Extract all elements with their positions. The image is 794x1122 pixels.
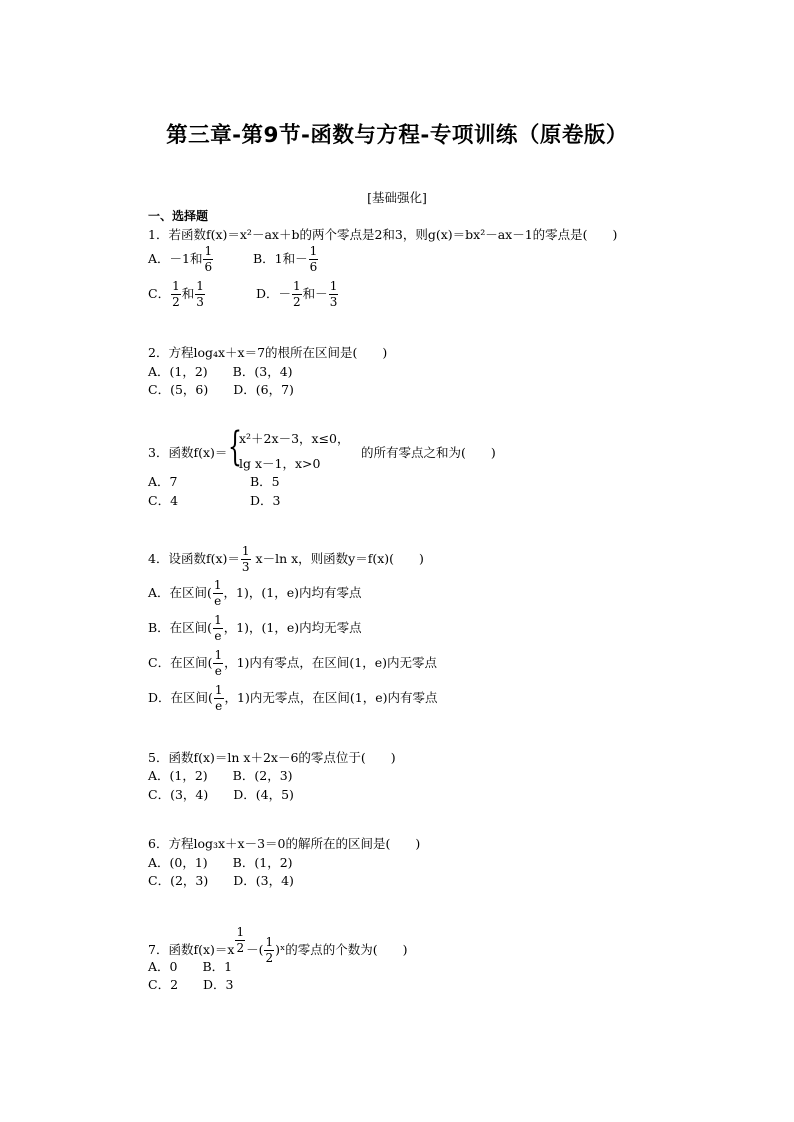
question-4-option-b: B．在区间( $\frac{1}{e}$ ，1)，(1，e)内均无零点 (148, 613, 362, 643)
question-3-prefix: 3．函数f(x)＝ (148, 445, 228, 460)
question-4-stem: 4．设函数f(x)＝ $\frac{1}{3}$ x－ln x，则函数y＝f(x)( ) (148, 544, 424, 574)
question-6-options-row2: C．(2，3) D．(3，4) (148, 873, 294, 888)
question-2-stem: 2．方程log₄x＋x＝7的根所在区间是( ) (148, 345, 388, 360)
question-6-options-row1: A．(0，1) B．(1，2) (148, 855, 293, 870)
part-heading: 一、选择题 (148, 209, 209, 223)
question-3-case-2: lg x－1，x>0 (239, 456, 321, 471)
question-5-options-row2: C．(3，4) D．(4，5) (148, 787, 294, 802)
question-7-stem: 7．函数f(x)＝x $\frac{1}{2}$ －( $\frac{1}{2}$ )ˣ的零点的个数为( ) (148, 925, 408, 965)
question-3-option-b: B．5 (250, 474, 280, 489)
question-2-options-row2: C．(5，6) D．(6，7) (148, 382, 294, 397)
question-3-case-1: x²＋2x－3，x≤0， (239, 431, 350, 446)
question-3-option-d: D．3 (250, 493, 281, 508)
page-title: 第三章-第9节-函数与方程-专项训练（原卷版） (166, 123, 628, 148)
question-7-options-row1: A．0 B．1 (148, 959, 233, 974)
section-label: [基础强化] (367, 190, 427, 205)
question-5-stem: 5．函数f(x)＝ln x＋2x－6的零点位于( ) (148, 750, 396, 765)
question-3-option-c: C．4 (148, 493, 179, 508)
question-1-option-b: B．1和－ $\frac{1}{6}$ (253, 244, 318, 274)
question-6-stem: 6．方程log₃x＋x－3＝0的解所在的区间是( ) (148, 836, 421, 851)
question-1-option-c: C． $\frac{1}{2}$ 和 $\frac{1}{3}$ (148, 279, 204, 309)
question-1-stem: 1．若函数f(x)＝x²－ax＋b的两个零点是2和3，则g(x)＝bx²－ax－1的零点是( ) (148, 227, 618, 242)
question-4-option-d: D．在区间( $\frac{1}{e}$ ，1)内无零点，在区间(1，e)内有零点 (148, 683, 438, 713)
question-1-option-d: D．－ $\frac{1}{2}$ 和－ $\frac{1}{3}$ (256, 279, 338, 309)
question-2-options-row1: A．(1，2) B．(3，4) (148, 364, 293, 379)
question-1-option-a: A．－1和 $\frac{1}{6}$ (148, 244, 213, 274)
question-5-options-row1: A．(1，2) B．(2，3) (148, 768, 293, 783)
piecewise-brace: { (228, 424, 242, 470)
question-7-options-row2: C．2 D．3 (148, 977, 234, 992)
question-3-suffix: 的所有零点之和为( ) (361, 445, 496, 460)
question-4-option-c: C．在区间( $\frac{1}{e}$ ，1)内有零点，在区间(1，e)内无零点 (148, 648, 438, 678)
question-3-option-a: A．7 (148, 474, 178, 489)
question-4-option-a: A．在区间( $\frac{1}{e}$ ，1)，(1，e)内均有零点 (148, 578, 362, 608)
